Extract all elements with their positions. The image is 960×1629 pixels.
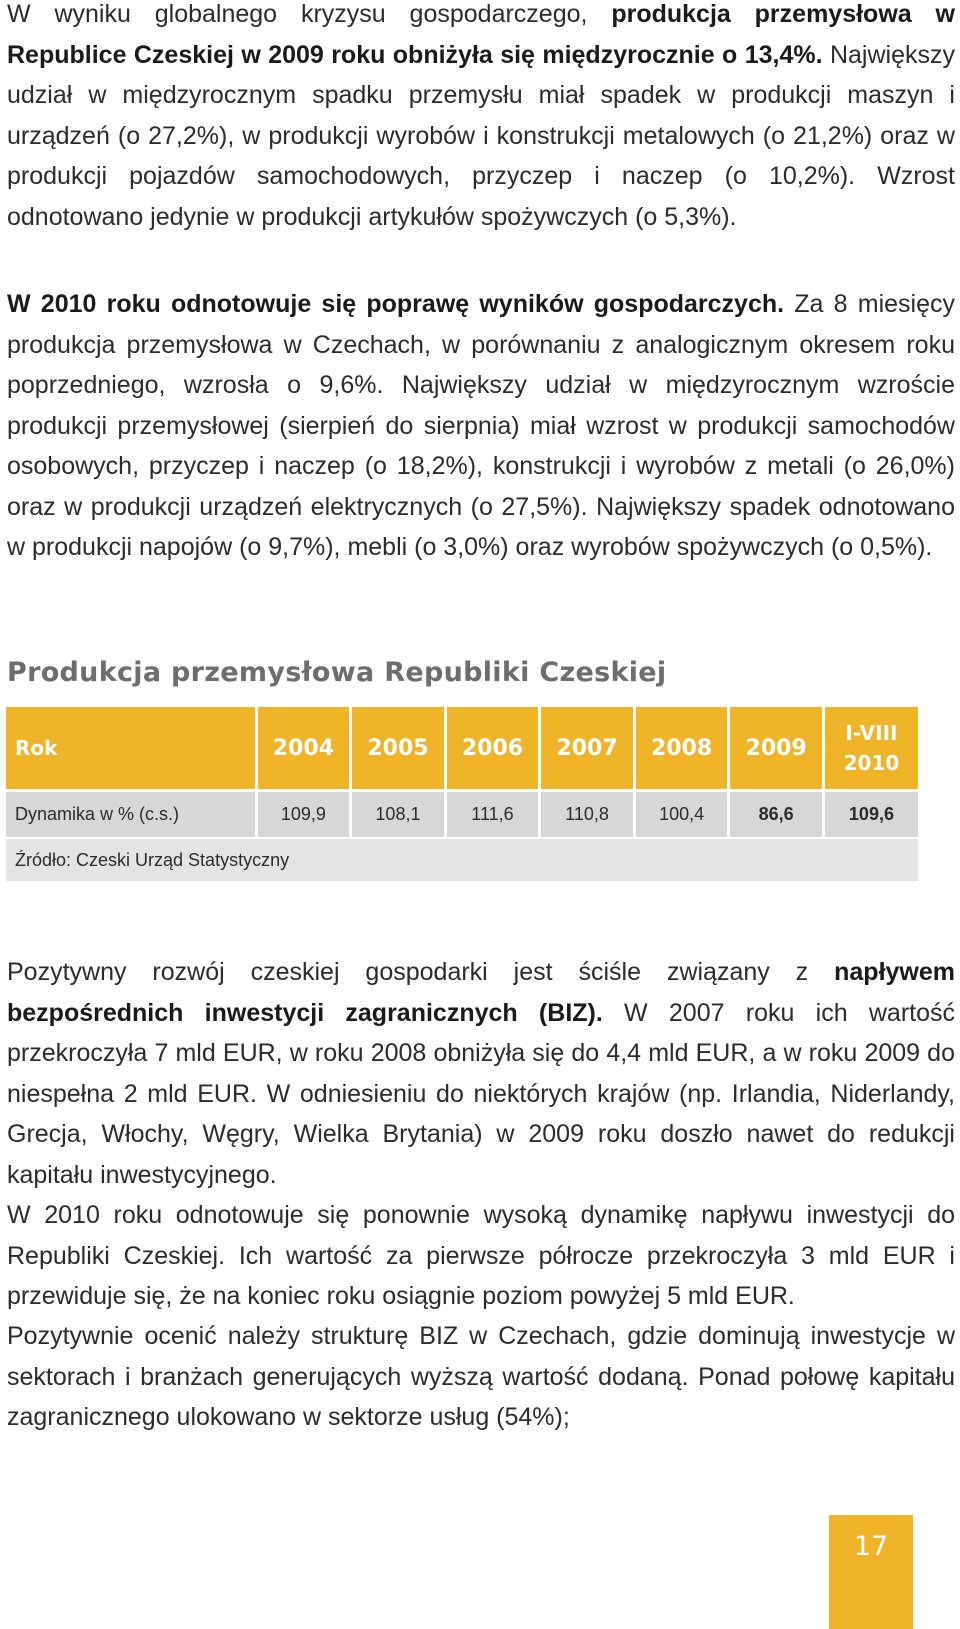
table-cell-2007: 110,8 bbox=[540, 791, 635, 839]
paragraph-bold-text: produkcja przemysłowa w Republice Czeskiej w 2009 roku obniżyła się międzyrocznie o 13,4%. bbox=[7, 0, 955, 69]
paragraph-2010-improvement bbox=[7, 284, 955, 568]
paragraph-bold-text: napływem bezpośrednich inwestycji zagranicznych (BIZ). bbox=[7, 958, 955, 1027]
table-header-row bbox=[6, 707, 918, 791]
paragraph-bold-text: W 2010 roku odnotowuje się poprawę wyników gospodarczych. bbox=[7, 290, 785, 318]
paragraph-rest-text: Za 8 miesięcy produkcja przemysłowa w Czechach, w porównaniu z analogicznym okresem roku poprzedniego, wzrosła o 9,6%. Największy udział w międzyrocznym wzroście produkcji przemysłowej (sierpień do sierpnia) miał wzrost w produkcji samochodów osobowych, przyczep i naczep (o 18,2%), konstrukcji i wyrobów z metali (o 26,0%) oraz w produkcji urządzeń elektrycznych (o 27,5%). Największy spadek odnotowano w produkcji napojów (o 9,7%), mebli (o 3,0%) oraz wyrobów spożywczych (o 0,5%). bbox=[7, 290, 955, 561]
header-year-2005: 2005 bbox=[351, 707, 446, 791]
header-period-year: 2010 bbox=[843, 751, 900, 775]
table-cell-2009: 86,6 bbox=[729, 791, 824, 839]
header-year-2006: 2006 bbox=[445, 707, 540, 791]
table-cell-2004: 109,9 bbox=[256, 791, 351, 839]
paragraph-fdi-inflow bbox=[7, 952, 955, 1195]
paragraph-rest-text: Największy udział w międzyrocznym spadku przemysłu miał spadek w produkcji maszyn i urządzeń (o 27,2%), w produkcji wyrobów i konstrukcji metalowych (o 21,2%) oraz w produkcji pojazdów samochodowych, przyczep i naczep (o 10,2%). Wzrost odnotowano jedynie w produkcji artykułów spożywczych (o 5,3%). bbox=[7, 40, 955, 231]
header-period-label: I-VIII bbox=[845, 721, 898, 745]
table-cell-2005: 108,1 bbox=[351, 791, 446, 839]
paragraph-intro-text: W wyniku globalnego kryzysu gospodarczego, bbox=[7, 0, 612, 28]
paragraph-rest-text: W 2007 roku ich wartość przekroczyła 7 mld EUR, w roku 2008 obniżyła się do 4,4 mld EUR, a w roku 2009 do niespełna 2 mld EUR. W odniesieniu do niektórych krajów (np. Irlandia, Niderlandy, Grecja, Włochy, Węgry, Wielka Brytania) w 2009 roku doszło nawet do redukcji kapitału inwestycyjnego. bbox=[7, 998, 955, 1189]
table-title: Produkcja przemysłowa Republiki Czeskiej bbox=[7, 657, 667, 688]
paragraph-fdi-structure: Pozytywnie ocenić należy strukturę BIZ w Czechach, gdzie dominują inwestycje w sektorach i branżach generujących wyższą wartość dodaną. Ponad połowę kapitału zagranicznego ulokowano w sektorze usług (54%); bbox=[7, 1322, 955, 1431]
table-cell-2006: 111,6 bbox=[445, 791, 540, 839]
header-year-label: Rok bbox=[6, 707, 256, 791]
table-cell-2008: 100,4 bbox=[634, 791, 729, 839]
header-year-2009: 2009 bbox=[729, 707, 824, 791]
header-year-2008: 2008 bbox=[634, 707, 729, 791]
header-year-2004: 2004 bbox=[256, 707, 351, 791]
table-source-row bbox=[6, 838, 918, 881]
header-year-2007: 2007 bbox=[540, 707, 635, 791]
table-cell-2010: 109,6 bbox=[823, 791, 918, 839]
header-year-2010-partial bbox=[823, 707, 918, 791]
paragraph-industrial-decline bbox=[7, 0, 955, 237]
row-label: Dynamika w % (c.s.) bbox=[6, 791, 256, 839]
paragraph-fdi-2010: W 2010 roku odnotowuje się ponownie wysoką dynamikę napływu inwestycji do Republiki Czeskiej. Ich wartość za pierwsze półrocze przekroczyła 3 mld EUR i przewiduje się, że na koniec roku osiągnie poziom powyżej 5 mld EUR. bbox=[7, 1201, 955, 1310]
page-number: 17 bbox=[829, 1515, 913, 1629]
table-source: Źródło: Czeski Urząd Statystyczny bbox=[6, 838, 918, 881]
paragraph-intro-text: Pozytywny rozwój czeskiej gospodarki jest ściśle związany z bbox=[7, 958, 835, 986]
industrial-production-table bbox=[6, 707, 918, 881]
table-row bbox=[6, 791, 918, 839]
